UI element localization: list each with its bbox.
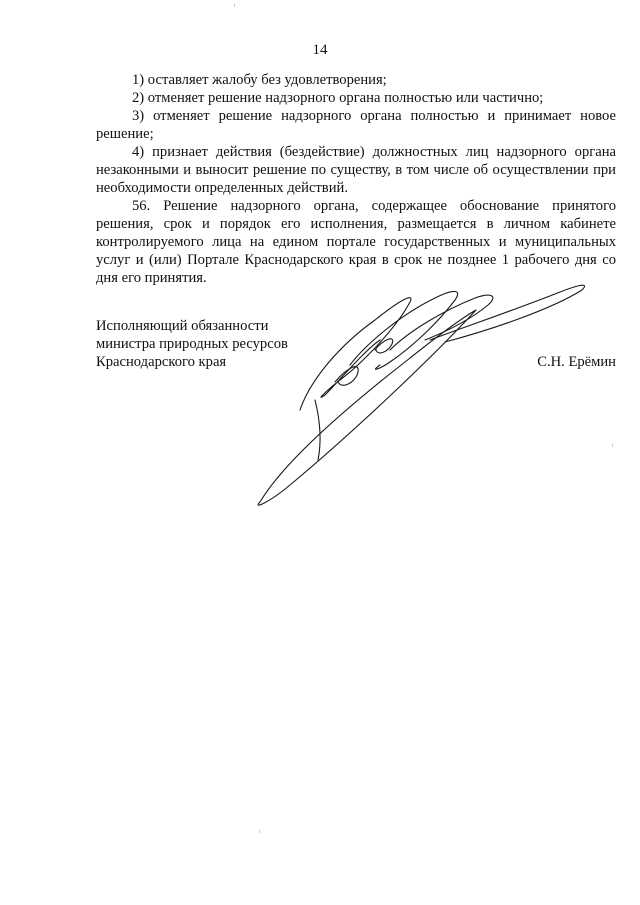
signatory-position xyxy=(96,317,288,371)
list-item-4: 4) признает действия (бездействие) должностных лиц надзорного органа незаконными и выносит решение по существу, в том числе об осуществлении при необходимости определенных действий. xyxy=(96,144,616,196)
page-number: 14 xyxy=(312,42,328,58)
handwritten-signature-icon xyxy=(230,270,600,530)
scan-speck xyxy=(234,4,235,7)
signatory-position-line: министра природных ресурсов xyxy=(96,336,288,352)
document-body xyxy=(96,71,616,287)
scan-speck xyxy=(259,830,260,833)
signatory-name: С.Н. Ерёмин xyxy=(537,354,616,370)
paragraph-56: 56. Решение надзорного органа, содержащее обоснование принятого решения, срок и порядок его исполнения, размещается в личном кабинете контролируемого лица на едином портале государственных и муниципальных услуг и (или) Портале Краснодарского края в срок не позднее 1 рабочего дня со дня его принятия. xyxy=(96,198,616,286)
list-item-3: 3) отменяет решение надзорного органа полностью и принимает новое решение; xyxy=(96,108,616,142)
signatory-position-line: Исполняющий обязанности xyxy=(96,318,269,334)
scan-speck xyxy=(612,444,613,447)
list-item-1: 1) оставляет жалобу без удовлетворения; xyxy=(132,72,387,88)
signatory-position-line: Краснодарского края xyxy=(96,354,227,370)
list-item-2: 2) отменяет решение надзорного органа полностью или частично; xyxy=(132,90,544,106)
